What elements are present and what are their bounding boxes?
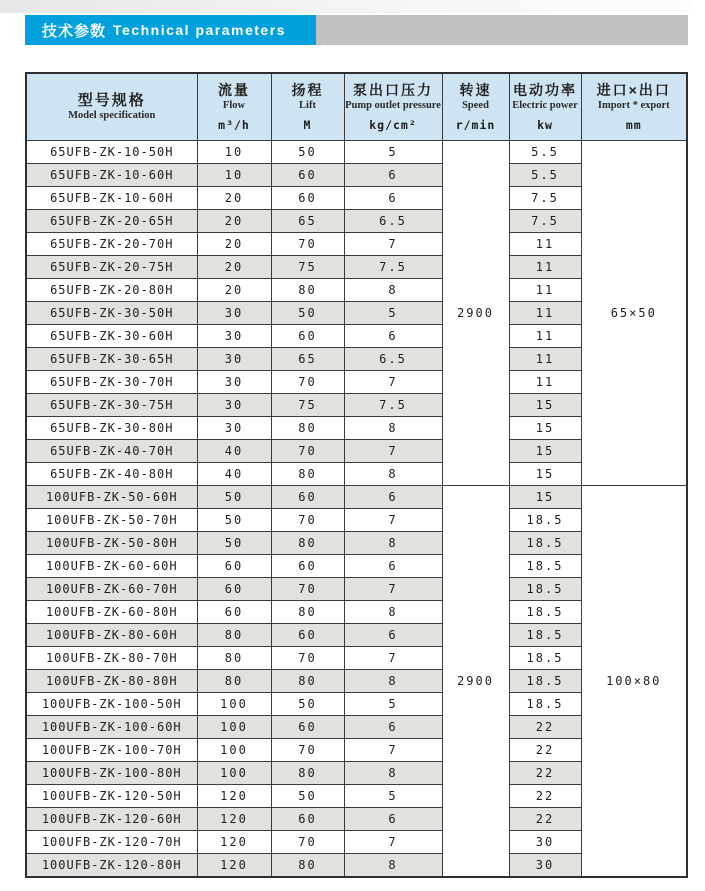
- power-cell: 15: [509, 486, 581, 509]
- table-body: [26, 141, 687, 878]
- pressure-cell: 8: [344, 670, 442, 693]
- power-cell: 7.5: [509, 187, 581, 210]
- col-header-en: Lift: [299, 100, 316, 111]
- power-cell: 7.5: [509, 210, 581, 233]
- col-header-cn: 流量: [218, 82, 250, 98]
- power-cell: 15: [509, 394, 581, 417]
- model-cell: 65UFB-ZK-30-80H: [26, 417, 197, 440]
- flow-cell: 20: [197, 187, 271, 210]
- flow-cell: 120: [197, 785, 271, 808]
- model-cell: 65UFB-ZK-30-50H: [26, 302, 197, 325]
- col-header-cn: 泵出口压力: [353, 82, 433, 98]
- power-cell: 5.5: [509, 141, 581, 164]
- lift-cell: 50: [271, 693, 344, 716]
- section-title-en: Technical parameters: [113, 22, 286, 38]
- col-header-unit: kw: [537, 118, 553, 132]
- page-top-shade: [0, 0, 693, 13]
- table-row: [26, 486, 687, 509]
- speed-cell-section-2: 2900: [442, 486, 509, 878]
- model-cell: 65UFB-ZK-30-75H: [26, 394, 197, 417]
- power-cell: 22: [509, 739, 581, 762]
- model-cell: 100UFB-ZK-50-80H: [26, 532, 197, 555]
- flow-cell: 80: [197, 624, 271, 647]
- col-header-size: [581, 73, 687, 141]
- pressure-cell: 5: [344, 693, 442, 716]
- power-cell: 11: [509, 302, 581, 325]
- col-header-cn: 进口×出口: [596, 82, 671, 98]
- lift-cell: 80: [271, 532, 344, 555]
- model-cell: 100UFB-ZK-120-70H: [26, 831, 197, 854]
- pressure-cell: 8: [344, 762, 442, 785]
- flow-cell: 60: [197, 601, 271, 624]
- flow-cell: 40: [197, 440, 271, 463]
- col-header-lift: [271, 73, 344, 141]
- power-cell: 15: [509, 417, 581, 440]
- pressure-cell: 7.5: [344, 394, 442, 417]
- model-cell: 100UFB-ZK-80-60H: [26, 624, 197, 647]
- flow-cell: 10: [197, 141, 271, 164]
- flow-cell: 30: [197, 394, 271, 417]
- section-title-cn: 技术参数: [42, 22, 107, 40]
- lift-cell: 60: [271, 716, 344, 739]
- model-cell: 65UFB-ZK-20-80H: [26, 279, 197, 302]
- power-cell: 18.5: [509, 693, 581, 716]
- model-cell: 65UFB-ZK-30-65H: [26, 348, 197, 371]
- lift-cell: 80: [271, 279, 344, 302]
- flow-cell: 80: [197, 670, 271, 693]
- power-cell: 11: [509, 348, 581, 371]
- col-header-power: [509, 73, 581, 141]
- lift-cell: 70: [271, 509, 344, 532]
- power-cell: 11: [509, 371, 581, 394]
- lift-cell: 60: [271, 325, 344, 348]
- model-cell: 100UFB-ZK-120-80H: [26, 854, 197, 878]
- lift-cell: 75: [271, 256, 344, 279]
- pressure-cell: 7: [344, 233, 442, 256]
- lift-cell: 75: [271, 394, 344, 417]
- pressure-cell: 7: [344, 831, 442, 854]
- lift-cell: 65: [271, 348, 344, 371]
- pressure-cell: 5: [344, 302, 442, 325]
- col-header-speed: [442, 73, 509, 141]
- pressure-cell: 6: [344, 808, 442, 831]
- size-cell-section-1: 65×50: [581, 141, 687, 486]
- pressure-cell: 7: [344, 509, 442, 532]
- pressure-cell: 6: [344, 164, 442, 187]
- lift-cell: 80: [271, 854, 344, 878]
- power-cell: 18.5: [509, 647, 581, 670]
- pressure-cell: 6: [344, 325, 442, 348]
- flow-cell: 50: [197, 532, 271, 555]
- col-header-en: Pump outlet pressure: [345, 100, 441, 111]
- col-header-unit: kg/cm²: [369, 118, 417, 132]
- flow-cell: 20: [197, 210, 271, 233]
- power-cell: 22: [509, 716, 581, 739]
- lift-cell: 50: [271, 302, 344, 325]
- flow-cell: 60: [197, 578, 271, 601]
- power-cell: 18.5: [509, 509, 581, 532]
- lift-cell: 60: [271, 486, 344, 509]
- col-header-unit: M: [303, 118, 312, 132]
- flow-cell: 50: [197, 486, 271, 509]
- section-title-bar: [25, 15, 688, 45]
- technical-parameters-table: [25, 72, 688, 878]
- pressure-cell: 7: [344, 739, 442, 762]
- power-cell: 15: [509, 440, 581, 463]
- model-cell: 65UFB-ZK-30-60H: [26, 325, 197, 348]
- power-cell: 30: [509, 831, 581, 854]
- lift-cell: 70: [271, 831, 344, 854]
- flow-cell: 30: [197, 371, 271, 394]
- lift-cell: 60: [271, 808, 344, 831]
- lift-cell: 50: [271, 785, 344, 808]
- flow-cell: 30: [197, 417, 271, 440]
- model-cell: 65UFB-ZK-20-70H: [26, 233, 197, 256]
- col-header-cn: 转速: [459, 82, 492, 98]
- col-header-unit: m³/h: [218, 118, 250, 132]
- power-cell: 15: [509, 463, 581, 486]
- lift-cell: 70: [271, 233, 344, 256]
- pressure-cell: 8: [344, 463, 442, 486]
- power-cell: 22: [509, 785, 581, 808]
- lift-cell: 65: [271, 210, 344, 233]
- lift-cell: 60: [271, 187, 344, 210]
- pressure-cell: 6: [344, 555, 442, 578]
- title-bar-extension: [316, 15, 688, 45]
- col-header-flow: [197, 73, 271, 141]
- flow-cell: 50: [197, 509, 271, 532]
- power-cell: 11: [509, 279, 581, 302]
- power-cell: 18.5: [509, 624, 581, 647]
- flow-cell: 100: [197, 762, 271, 785]
- model-cell: 100UFB-ZK-100-80H: [26, 762, 197, 785]
- power-cell: 18.5: [509, 670, 581, 693]
- col-header-en: Import * export: [597, 100, 670, 111]
- col-header-cn: 型号规格: [77, 92, 146, 109]
- flow-cell: 30: [197, 348, 271, 371]
- pressure-cell: 8: [344, 532, 442, 555]
- col-header-cn: 扬程: [291, 82, 324, 98]
- pressure-cell: 8: [344, 417, 442, 440]
- flow-cell: 80: [197, 647, 271, 670]
- power-cell: 18.5: [509, 555, 581, 578]
- pressure-cell: 6.5: [344, 348, 442, 371]
- pressure-cell: 8: [344, 279, 442, 302]
- col-header-model: [26, 73, 197, 141]
- model-cell: 100UFB-ZK-120-50H: [26, 785, 197, 808]
- lift-cell: 80: [271, 670, 344, 693]
- power-cell: 30: [509, 854, 581, 878]
- model-cell: 100UFB-ZK-60-80H: [26, 601, 197, 624]
- flow-cell: 120: [197, 808, 271, 831]
- col-header-en: Flow: [222, 100, 246, 111]
- power-cell: 11: [509, 233, 581, 256]
- pressure-cell: 7: [344, 647, 442, 670]
- lift-cell: 70: [271, 440, 344, 463]
- lift-cell: 60: [271, 555, 344, 578]
- model-cell: 100UFB-ZK-100-50H: [26, 693, 197, 716]
- pressure-cell: 6: [344, 716, 442, 739]
- pressure-cell: 6.5: [344, 210, 442, 233]
- lift-cell: 80: [271, 463, 344, 486]
- lift-cell: 80: [271, 762, 344, 785]
- pressure-cell: 5: [344, 785, 442, 808]
- col-header-cn: 电动功率: [513, 82, 577, 98]
- col-header-en: Model specification: [68, 110, 156, 121]
- power-cell: 18.5: [509, 532, 581, 555]
- lift-cell: 50: [271, 141, 344, 164]
- model-cell: 100UFB-ZK-80-70H: [26, 647, 197, 670]
- pressure-cell: 6: [344, 624, 442, 647]
- lift-cell: 80: [271, 601, 344, 624]
- flow-cell: 100: [197, 716, 271, 739]
- flow-cell: 20: [197, 279, 271, 302]
- flow-cell: 30: [197, 325, 271, 348]
- lift-cell: 70: [271, 647, 344, 670]
- flow-cell: 60: [197, 555, 271, 578]
- power-cell: 11: [509, 256, 581, 279]
- model-cell: 100UFB-ZK-60-70H: [26, 578, 197, 601]
- flow-cell: 20: [197, 233, 271, 256]
- model-cell: 100UFB-ZK-50-70H: [26, 509, 197, 532]
- model-cell: 65UFB-ZK-20-75H: [26, 256, 197, 279]
- power-cell: 5.5: [509, 164, 581, 187]
- lift-cell: 80: [271, 417, 344, 440]
- flow-cell: 40: [197, 463, 271, 486]
- model-cell: 65UFB-ZK-10-60H: [26, 164, 197, 187]
- col-header-unit: r/min: [455, 118, 496, 132]
- col-header-en: Electric power: [512, 100, 578, 111]
- power-cell: 11: [509, 325, 581, 348]
- lift-cell: 60: [271, 164, 344, 187]
- pressure-cell: 5: [344, 141, 442, 164]
- model-cell: 100UFB-ZK-100-60H: [26, 716, 197, 739]
- col-header-pressure: [344, 73, 442, 141]
- model-cell: 65UFB-ZK-40-80H: [26, 463, 197, 486]
- flow-cell: 10: [197, 164, 271, 187]
- lift-cell: 60: [271, 624, 344, 647]
- pressure-cell: 7: [344, 371, 442, 394]
- pressure-cell: 6: [344, 187, 442, 210]
- pressure-cell: 7: [344, 440, 442, 463]
- pressure-cell: 7.5: [344, 256, 442, 279]
- model-cell: 100UFB-ZK-50-60H: [26, 486, 197, 509]
- pressure-cell: 8: [344, 601, 442, 624]
- flow-cell: 120: [197, 831, 271, 854]
- pressure-cell: 7: [344, 578, 442, 601]
- model-cell: 65UFB-ZK-30-70H: [26, 371, 197, 394]
- model-cell: 100UFB-ZK-120-60H: [26, 808, 197, 831]
- col-header-en: Speed: [462, 100, 489, 111]
- lift-cell: 70: [271, 739, 344, 762]
- model-cell: 65UFB-ZK-40-70H: [26, 440, 197, 463]
- power-cell: 18.5: [509, 601, 581, 624]
- power-cell: 22: [509, 808, 581, 831]
- model-cell: 100UFB-ZK-100-70H: [26, 739, 197, 762]
- col-header-unit: mm: [625, 118, 642, 132]
- power-cell: 18.5: [509, 578, 581, 601]
- model-cell: 65UFB-ZK-10-60H: [26, 187, 197, 210]
- flow-cell: 20: [197, 256, 271, 279]
- power-cell: 22: [509, 762, 581, 785]
- model-cell: 65UFB-ZK-10-50H: [26, 141, 197, 164]
- pressure-cell: 6: [344, 486, 442, 509]
- flow-cell: 100: [197, 739, 271, 762]
- table-header: [26, 73, 687, 141]
- lift-cell: 70: [271, 578, 344, 601]
- model-cell: 100UFB-ZK-80-80H: [26, 670, 197, 693]
- model-cell: 65UFB-ZK-20-65H: [26, 210, 197, 233]
- model-cell: 100UFB-ZK-60-60H: [26, 555, 197, 578]
- flow-cell: 30: [197, 302, 271, 325]
- lift-cell: 70: [271, 371, 344, 394]
- section-title: [25, 15, 316, 45]
- flow-cell: 100: [197, 693, 271, 716]
- table-row: [26, 141, 687, 164]
- size-cell-section-2: 100×80: [581, 486, 687, 878]
- pressure-cell: 8: [344, 854, 442, 878]
- speed-cell-section-1: 2900: [442, 141, 509, 486]
- flow-cell: 120: [197, 854, 271, 878]
